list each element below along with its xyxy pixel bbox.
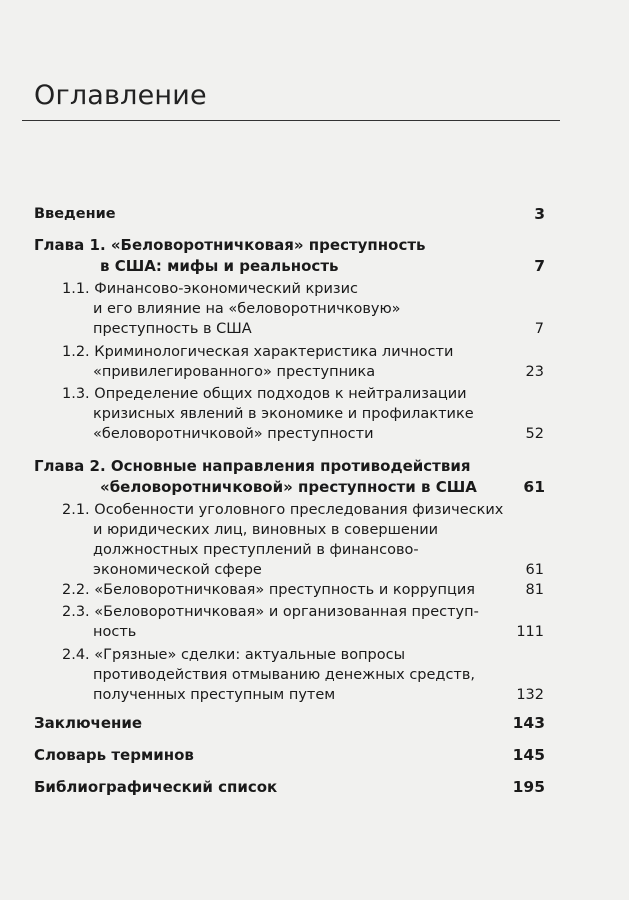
- toc-section-2-1-page: 61: [525, 562, 544, 578]
- toc-intro-page: 3: [534, 205, 545, 223]
- toc-section-2-4-line2: противодействия отмыванию денежных средств,: [93, 667, 476, 683]
- toc-section-2-2-page: 81: [525, 582, 544, 598]
- toc-section-2-3-page: 111: [516, 624, 544, 640]
- toc-section-2-4: [62, 645, 475, 705]
- toc-section-1-3: [62, 384, 474, 444]
- toc-chapter-1-page: 7: [534, 257, 545, 275]
- toc-glossary-page: 145: [512, 746, 545, 764]
- toc-chapter-2-line1: Глава 2. Основные направления противодействия: [34, 457, 471, 475]
- toc-section-2-2: [62, 580, 475, 600]
- toc-section-2-1-line4: экономической сфере: [93, 562, 262, 578]
- title-rule: [22, 120, 560, 121]
- toc-section-1-1-line1: 1.1. Финансово-экономический кризис: [62, 281, 358, 297]
- toc-section-1-3-page: 52: [525, 426, 544, 442]
- toc-section-2-2-line1: 2.2. «Беловоротничковая» преступность и коррупция: [62, 582, 475, 598]
- toc-intro: [34, 204, 116, 224]
- toc-section-2-1-line3: должностных преступлений в финансово-: [93, 542, 419, 558]
- toc-section-1-2-line2: «привилегированного» преступника: [93, 364, 376, 380]
- toc-section-1-1: [62, 279, 401, 339]
- toc-chapter-2-page: 61: [523, 478, 545, 496]
- toc-section-1-3-line3: «беловоротничковой» преступности: [93, 426, 374, 442]
- toc-section-1-2: [62, 342, 453, 382]
- toc-glossary: [34, 745, 194, 765]
- toc-section-1-1-line3: преступность в США: [93, 321, 252, 337]
- toc-chapter-1-line1: Глава 1. «Беловоротничковая» преступность: [34, 236, 426, 254]
- toc-section-2-3-line1: 2.3. «Беловоротничковая» и организованная преступ-: [62, 604, 479, 620]
- page-title: Оглавление: [34, 80, 207, 111]
- toc-conclusion-page: 143: [512, 714, 545, 732]
- toc-chapter-2-line2: «беловоротничковой» преступности в США: [100, 478, 477, 496]
- toc-section-1-3-line1: 1.3. Определение общих подходов к нейтрализации: [62, 386, 467, 402]
- toc-bibliography-page: 195: [512, 778, 545, 796]
- toc-section-1-3-line2: кризисных явлений в экономике и профилактике: [93, 406, 474, 422]
- toc-section-2-4-line3: полученных преступным путем: [93, 687, 336, 703]
- toc-section-1-2-line1: 1.2. Криминологическая характеристика личности: [62, 344, 454, 360]
- toc-section-2-4-page: 132: [516, 687, 544, 703]
- toc-section-1-2-page: 23: [525, 364, 544, 380]
- toc-chapter-1-line2: в США: мифы и реальность: [100, 257, 339, 275]
- toc-section-2-3: [62, 602, 479, 642]
- toc-intro-text: Введение: [34, 206, 116, 222]
- toc-conclusion-text: Заключение: [34, 714, 143, 732]
- toc-section-2-4-line1: 2.4. «Грязные» сделки: актуальные вопросы: [62, 647, 406, 663]
- toc-bibliography: [34, 777, 277, 797]
- toc-glossary-text: Словарь терминов: [34, 746, 194, 764]
- toc-section-2-1-line1: 2.1. Особенности уголовного преследования физических: [62, 502, 504, 518]
- toc-section-1-1-page: 7: [534, 321, 544, 337]
- toc-section-1-1-line2: и его влияние на «беловоротничковую»: [93, 301, 401, 317]
- toc-section-2-3-line2: ность: [93, 624, 137, 640]
- toc-bibliography-text: Библиографический список: [34, 778, 278, 796]
- toc-chapter-2: [34, 456, 477, 498]
- toc-section-2-1: [62, 500, 503, 580]
- toc-conclusion: [34, 713, 142, 733]
- toc-chapter-1: [34, 235, 426, 277]
- toc-section-2-1-line2: и юридических лиц, виновных в совершении: [93, 522, 439, 538]
